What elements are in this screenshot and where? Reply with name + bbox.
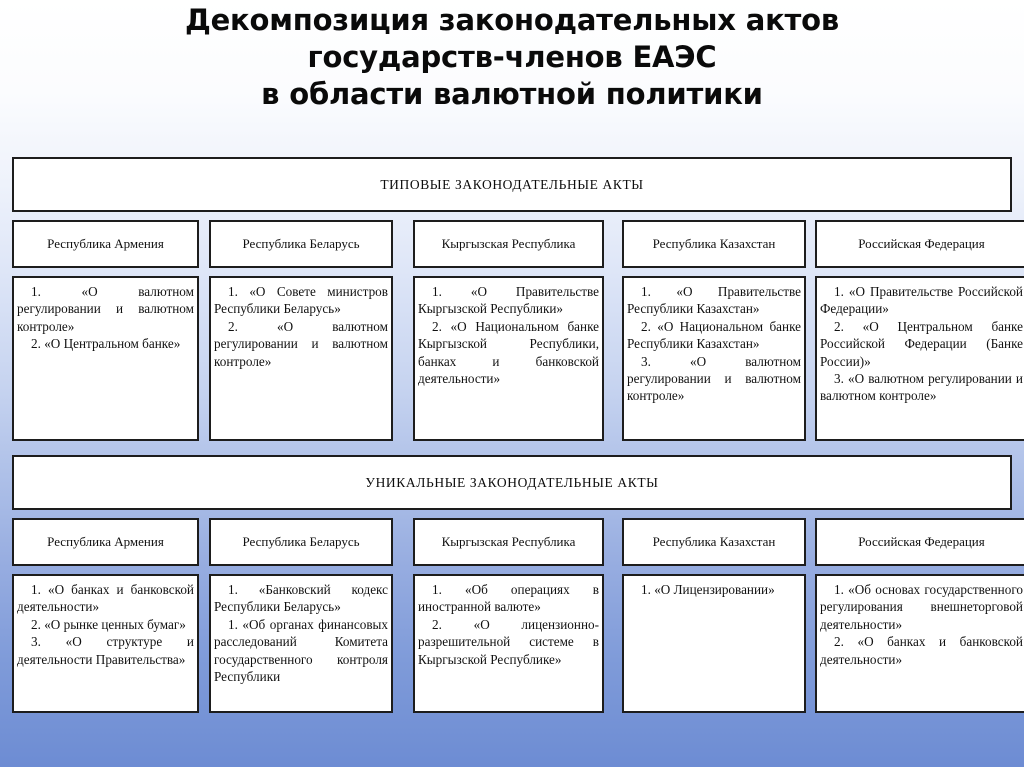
acts-list-item: 1. «О Правительстве Республики Казахстан» — [627, 284, 801, 317]
country-header-unique-russia — [815, 518, 1024, 566]
country-header-typical-kyrgyzstan-label: Кыргызская Республика — [441, 236, 576, 251]
country-header-typical-kazakhstan — [622, 220, 806, 268]
country-header-typical-russia-label: Российская Федерация — [858, 236, 985, 251]
country-header-typical-kazakhstan-label: Республика Казахстан — [652, 236, 776, 251]
country-header-unique-belarus-label: Республика Беларусь — [242, 534, 360, 549]
country-header-unique-kyrgyzstan-label: Кыргызская Республика — [441, 534, 576, 549]
acts-list — [17, 283, 194, 353]
acts-list-item: 2. «О Национальном банке Кыргызской Республики, банках и банковской деятельности» — [418, 318, 599, 387]
acts-box-unique-kyrgyzstan — [413, 574, 604, 713]
acts-list-item: 3. «О валютном регулировании и валютном контроле» — [627, 353, 801, 404]
country-header-typical-russia — [815, 220, 1024, 268]
acts-list — [418, 283, 599, 387]
acts-box-typical-russia — [815, 276, 1024, 441]
page-title-line-1: Декомпозиция законодательных актов — [184, 3, 840, 37]
country-header-unique-kyrgyzstan — [413, 518, 604, 566]
country-header-unique-russia-label: Российская Федерация — [858, 534, 985, 549]
acts-list — [17, 581, 194, 668]
acts-list-item: 1. «О Совете министров Республики Беларусь» — [214, 284, 388, 317]
acts-list — [627, 283, 801, 405]
acts-list-item: 2. «О валютном регулировании и валютном контроле» — [214, 318, 388, 369]
acts-box-unique-belarus — [209, 574, 393, 713]
acts-list-item: 1. «О Правительстве Российской Федерации» — [820, 284, 1023, 317]
page-title-line-3: в области валютной политики — [261, 77, 763, 111]
acts-box-typical-armenia — [12, 276, 199, 441]
acts-list — [214, 283, 388, 370]
acts-box-typical-kyrgyzstan — [413, 276, 604, 441]
country-header-typical-belarus — [209, 220, 393, 268]
acts-list-item: 2. «О Национальном банке Республики Казахстан» — [627, 318, 801, 352]
acts-list-item: 1. «Об операциях в иностранной валюте» — [418, 582, 599, 615]
acts-list-item: 1. «Об основах государственного регулирования внешнеторговой деятельности» — [820, 582, 1023, 632]
acts-list — [418, 581, 599, 668]
country-header-unique-kazakhstan — [622, 518, 806, 566]
country-header-typical-belarus-label: Республика Беларусь — [242, 236, 360, 251]
acts-box-unique-russia — [815, 574, 1024, 713]
acts-list-item: 2. «О банках и банковской деятельности» — [820, 634, 1023, 667]
acts-box-unique-armenia — [12, 574, 199, 713]
acts-list-item: 1. «О банках и банковской деятельности» — [17, 582, 194, 615]
section-banner-typical — [12, 157, 1012, 212]
section-banner-unique-label: УНИКАЛЬНЫЕ ЗАКОНОДАТЕЛЬНЫЕ АКТЫ — [365, 474, 659, 490]
acts-list-item: 1. «Об органах финансовых расследований Комитета государственного контроля Республики — [214, 616, 388, 685]
acts-box-typical-kazakhstan — [622, 276, 806, 441]
country-header-unique-armenia-label: Республика Армения — [47, 534, 164, 549]
section-banner-unique — [12, 455, 1012, 510]
acts-list-item: 3. «О структуре и деятельности Правительства» — [17, 634, 194, 667]
acts-list-item: 1. «О Лицензировании» — [641, 582, 775, 597]
acts-list-item: 1. «О валютном регулировании и валютном контроле» — [17, 284, 194, 334]
country-header-unique-kazakhstan-label: Республика Казахстан — [652, 534, 776, 549]
acts-list-item: 1. «О Правительстве Кыргызской Республики» — [418, 284, 599, 317]
country-header-unique-belarus — [209, 518, 393, 566]
acts-list — [820, 581, 1023, 668]
acts-list-item: 2. «О Центральном банке» — [31, 336, 181, 352]
page-title-line-2: государств-членов ЕАЭС — [307, 40, 717, 74]
country-header-unique-armenia — [12, 518, 199, 566]
acts-list-item: 2. «О рынке ценных бумаг» — [31, 616, 186, 632]
country-header-typical-armenia — [12, 220, 199, 268]
acts-box-typical-belarus — [209, 276, 393, 441]
acts-list — [820, 283, 1023, 405]
acts-list-item: 2. «О лицензионно-разрешительной системе в Кыргызской Республике» — [418, 616, 599, 667]
acts-list-item: 1. «Банковский кодекс Республики Беларусь» — [214, 582, 388, 615]
acts-list-item: 3. «О валютном регулировании и валютном контроле» — [820, 371, 1023, 404]
acts-list-item: 2. «О Центральном банке Российской Федерации (Банке России)» — [820, 318, 1023, 369]
country-header-typical-kyrgyzstan — [413, 220, 604, 268]
country-header-typical-armenia-label: Республика Армения — [47, 236, 164, 251]
acts-box-unique-kazakhstan — [622, 574, 806, 713]
acts-list — [214, 581, 388, 685]
acts-list — [627, 581, 801, 598]
section-banner-typical-label: ТИПОВЫЕ ЗАКОНОДАТЕЛЬНЫЕ АКТЫ — [380, 176, 644, 192]
